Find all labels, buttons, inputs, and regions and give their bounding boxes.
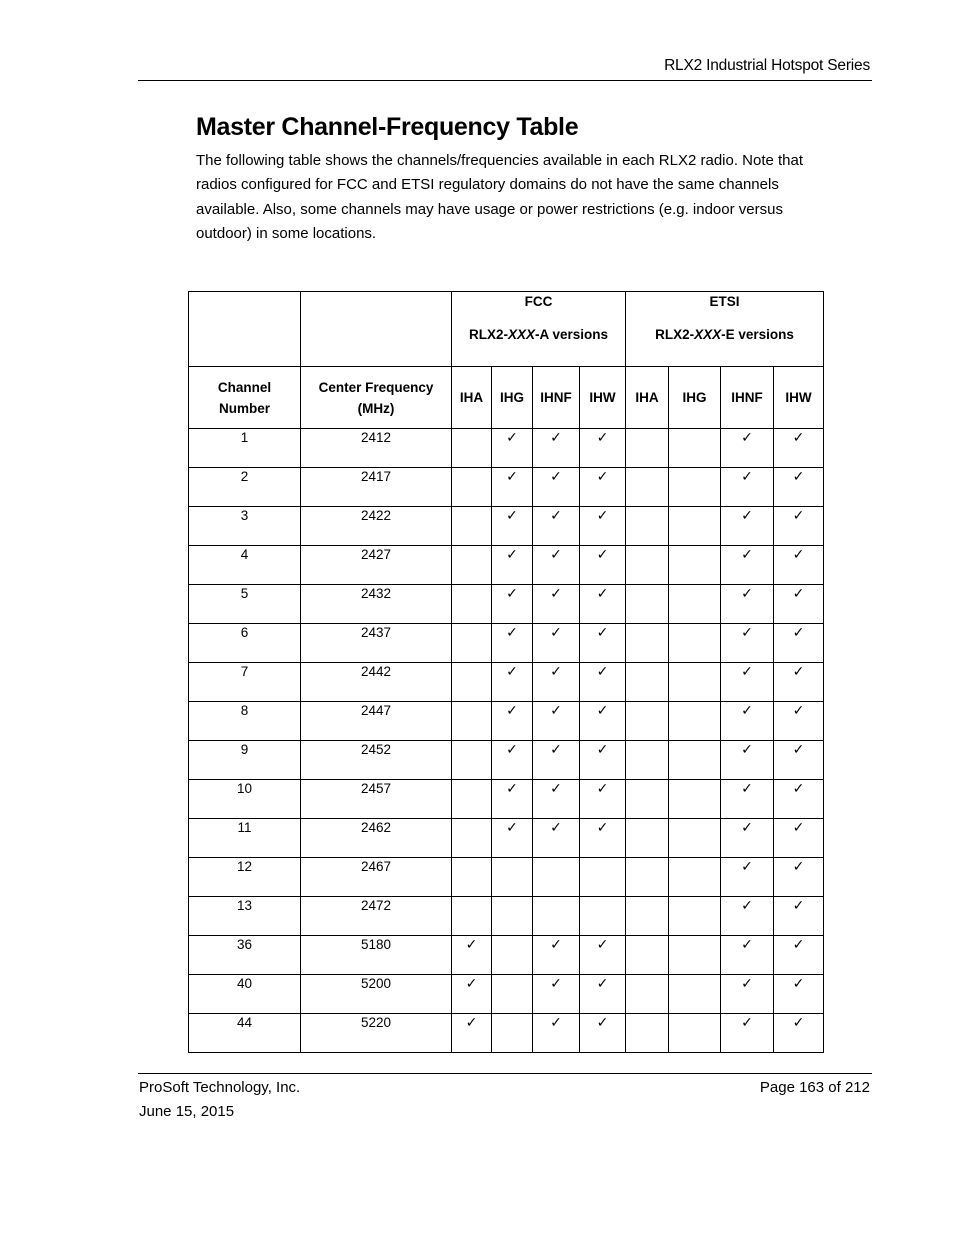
channel-number-cell: 1 bbox=[189, 429, 301, 468]
table-row bbox=[189, 507, 824, 546]
availability-cell bbox=[533, 468, 580, 507]
checkmark-icon: ✓ bbox=[792, 1015, 805, 1031]
fcc-group-header bbox=[452, 292, 626, 367]
availability-cell bbox=[492, 741, 533, 780]
center-frequency-cell: 2417 bbox=[301, 468, 452, 507]
availability-cell bbox=[626, 507, 669, 546]
checkmark-icon: ✓ bbox=[741, 976, 753, 992]
availability-cell bbox=[669, 936, 721, 975]
radio-column-header: IHA bbox=[452, 367, 492, 429]
channel-number-cell: 40 bbox=[189, 975, 301, 1014]
availability-cell bbox=[721, 429, 774, 468]
radio-column-header: IHG bbox=[669, 367, 721, 429]
availability-cell bbox=[533, 975, 580, 1014]
etsi-group-header bbox=[626, 292, 824, 367]
checkmark-icon: ✓ bbox=[792, 664, 805, 680]
channel-number-cell: 36 bbox=[189, 936, 301, 975]
availability-cell bbox=[492, 429, 533, 468]
checkmark-icon: ✓ bbox=[741, 820, 753, 836]
center-frequency-cell: 2437 bbox=[301, 624, 452, 663]
header-rule bbox=[138, 80, 872, 81]
availability-cell bbox=[580, 819, 626, 858]
availability-cell bbox=[626, 780, 669, 819]
availability-cell bbox=[669, 975, 721, 1014]
center-frequency-cell: 2447 bbox=[301, 702, 452, 741]
availability-cell bbox=[580, 936, 626, 975]
availability-cell bbox=[774, 780, 824, 819]
availability-cell bbox=[452, 1014, 492, 1053]
channel-number-cell: 9 bbox=[189, 741, 301, 780]
radio-column-header: IHW bbox=[774, 367, 824, 429]
page-title: Master Channel-Frequency Table bbox=[196, 113, 579, 141]
availability-cell bbox=[533, 429, 580, 468]
checkmark-icon: ✓ bbox=[550, 742, 562, 758]
availability-cell bbox=[492, 780, 533, 819]
availability-cell bbox=[580, 975, 626, 1014]
availability-cell bbox=[774, 819, 824, 858]
availability-cell bbox=[492, 585, 533, 624]
footer-rule bbox=[138, 1073, 872, 1074]
checkmark-icon: ✓ bbox=[550, 703, 562, 719]
channel-number-cell: 44 bbox=[189, 1014, 301, 1053]
availability-cell bbox=[774, 702, 824, 741]
availability-cell bbox=[492, 897, 533, 936]
table-row bbox=[189, 429, 824, 468]
center-frequency-cell: 5180 bbox=[301, 936, 452, 975]
availability-cell bbox=[452, 507, 492, 546]
channel-number-cell: 12 bbox=[189, 858, 301, 897]
checkmark-icon: ✓ bbox=[550, 781, 562, 797]
availability-cell bbox=[774, 546, 824, 585]
checkmark-icon: ✓ bbox=[596, 430, 609, 446]
availability-cell bbox=[580, 585, 626, 624]
availability-cell bbox=[721, 585, 774, 624]
availability-cell bbox=[533, 702, 580, 741]
availability-cell bbox=[669, 624, 721, 663]
table-row bbox=[189, 897, 824, 936]
availability-cell bbox=[492, 507, 533, 546]
checkmark-icon: ✓ bbox=[550, 547, 562, 563]
checkmark-icon: ✓ bbox=[741, 859, 753, 875]
availability-cell bbox=[492, 702, 533, 741]
availability-cell bbox=[669, 1014, 721, 1053]
checkmark-icon: ✓ bbox=[506, 742, 518, 758]
availability-cell bbox=[626, 663, 669, 702]
availability-cell bbox=[533, 780, 580, 819]
checkmark-icon: ✓ bbox=[741, 664, 753, 680]
checkmark-icon: ✓ bbox=[550, 469, 562, 485]
checkmark-icon: ✓ bbox=[741, 586, 753, 602]
table-row bbox=[189, 663, 824, 702]
availability-cell bbox=[721, 741, 774, 780]
checkmark-icon: ✓ bbox=[550, 1015, 562, 1031]
running-header-title: RLX2 Industrial Hotspot Series bbox=[664, 57, 870, 74]
checkmark-icon: ✓ bbox=[741, 937, 753, 953]
checkmark-icon: ✓ bbox=[465, 937, 478, 953]
availability-cell bbox=[774, 624, 824, 663]
checkmark-icon: ✓ bbox=[596, 820, 609, 836]
radio-column-header: IHG bbox=[492, 367, 533, 429]
channel-number-cell: 3 bbox=[189, 507, 301, 546]
availability-cell bbox=[580, 780, 626, 819]
availability-cell bbox=[452, 546, 492, 585]
checkmark-icon: ✓ bbox=[596, 508, 609, 524]
group-version: RLX2-XXX-A versions bbox=[468, 327, 609, 342]
availability-cell bbox=[721, 663, 774, 702]
table-row bbox=[189, 819, 824, 858]
availability-cell bbox=[533, 1014, 580, 1053]
availability-cell bbox=[492, 975, 533, 1014]
center-frequency-cell: 5220 bbox=[301, 1014, 452, 1053]
radio-column-header: IHW bbox=[580, 367, 626, 429]
checkmark-icon: ✓ bbox=[596, 586, 609, 602]
table-row bbox=[189, 780, 824, 819]
availability-cell bbox=[452, 468, 492, 507]
availability-cell bbox=[580, 741, 626, 780]
availability-cell bbox=[492, 819, 533, 858]
group-name: FCC bbox=[524, 294, 553, 309]
channel-number-cell: 5 bbox=[189, 585, 301, 624]
radio-column-header: IHNF bbox=[721, 367, 774, 429]
availability-cell bbox=[580, 897, 626, 936]
availability-cell bbox=[721, 624, 774, 663]
availability-cell bbox=[533, 819, 580, 858]
checkmark-icon: ✓ bbox=[741, 625, 753, 641]
checkmark-icon: ✓ bbox=[792, 508, 805, 524]
checkmark-icon: ✓ bbox=[506, 430, 518, 446]
checkmark-icon: ✓ bbox=[792, 586, 805, 602]
availability-cell bbox=[452, 663, 492, 702]
blank-header-cell bbox=[301, 292, 452, 367]
checkmark-icon: ✓ bbox=[741, 430, 753, 446]
checkmark-icon: ✓ bbox=[506, 469, 518, 485]
availability-cell bbox=[626, 858, 669, 897]
availability-cell bbox=[533, 507, 580, 546]
table-row bbox=[189, 858, 824, 897]
availability-cell bbox=[626, 819, 669, 858]
checkmark-icon: ✓ bbox=[506, 547, 518, 563]
availability-cell bbox=[721, 546, 774, 585]
availability-cell bbox=[452, 741, 492, 780]
channel-number-cell: 10 bbox=[189, 780, 301, 819]
checkmark-icon: ✓ bbox=[596, 469, 609, 485]
availability-cell bbox=[452, 702, 492, 741]
availability-cell bbox=[721, 897, 774, 936]
center-frequency-cell: 5200 bbox=[301, 975, 452, 1014]
availability-cell bbox=[492, 468, 533, 507]
availability-cell bbox=[626, 429, 669, 468]
checkmark-icon: ✓ bbox=[792, 976, 805, 992]
checkmark-icon: ✓ bbox=[596, 664, 609, 680]
center-frequency-header: Center Frequency (MHz) bbox=[301, 367, 452, 429]
checkmark-icon: ✓ bbox=[792, 820, 805, 836]
checkmark-icon: ✓ bbox=[596, 703, 609, 719]
availability-cell bbox=[533, 741, 580, 780]
group-name: ETSI bbox=[709, 294, 740, 309]
availability-cell bbox=[669, 858, 721, 897]
checkmark-icon: ✓ bbox=[506, 586, 518, 602]
radio-column-header: IHNF bbox=[533, 367, 580, 429]
availability-cell bbox=[774, 858, 824, 897]
availability-cell bbox=[669, 741, 721, 780]
checkmark-icon: ✓ bbox=[792, 742, 805, 758]
checkmark-icon: ✓ bbox=[741, 508, 753, 524]
availability-cell bbox=[669, 429, 721, 468]
availability-cell bbox=[721, 1014, 774, 1053]
availability-cell bbox=[669, 897, 721, 936]
availability-cell bbox=[669, 663, 721, 702]
checkmark-icon: ✓ bbox=[792, 898, 805, 914]
center-frequency-cell: 2467 bbox=[301, 858, 452, 897]
checkmark-icon: ✓ bbox=[506, 508, 518, 524]
availability-cell bbox=[669, 585, 721, 624]
availability-cell bbox=[492, 858, 533, 897]
availability-cell bbox=[774, 1014, 824, 1053]
availability-cell bbox=[721, 468, 774, 507]
availability-cell bbox=[774, 741, 824, 780]
availability-cell bbox=[721, 507, 774, 546]
availability-cell bbox=[669, 468, 721, 507]
checkmark-icon: ✓ bbox=[741, 1015, 753, 1031]
availability-cell bbox=[774, 936, 824, 975]
availability-cell bbox=[452, 897, 492, 936]
checkmark-icon: ✓ bbox=[506, 625, 518, 641]
center-frequency-cell: 2432 bbox=[301, 585, 452, 624]
availability-cell bbox=[669, 507, 721, 546]
center-frequency-cell: 2462 bbox=[301, 819, 452, 858]
center-frequency-cell: 2457 bbox=[301, 780, 452, 819]
availability-cell bbox=[492, 1014, 533, 1053]
availability-cell bbox=[669, 780, 721, 819]
checkmark-icon: ✓ bbox=[741, 742, 753, 758]
table-row bbox=[189, 702, 824, 741]
center-frequency-cell: 2422 bbox=[301, 507, 452, 546]
checkmark-icon: ✓ bbox=[792, 430, 805, 446]
checkmark-icon: ✓ bbox=[550, 664, 562, 680]
center-frequency-cell: 2412 bbox=[301, 429, 452, 468]
availability-cell bbox=[774, 897, 824, 936]
channel-number-header: Channel Number bbox=[189, 367, 301, 429]
checkmark-icon: ✓ bbox=[596, 781, 609, 797]
availability-cell bbox=[626, 975, 669, 1014]
availability-cell bbox=[626, 1014, 669, 1053]
channel-number-cell: 7 bbox=[189, 663, 301, 702]
availability-cell bbox=[774, 429, 824, 468]
channel-number-cell: 11 bbox=[189, 819, 301, 858]
availability-cell bbox=[721, 936, 774, 975]
checkmark-icon: ✓ bbox=[741, 703, 753, 719]
availability-cell bbox=[721, 858, 774, 897]
checkmark-icon: ✓ bbox=[596, 976, 609, 992]
availability-cell bbox=[452, 780, 492, 819]
availability-cell bbox=[774, 663, 824, 702]
availability-cell bbox=[452, 429, 492, 468]
availability-cell bbox=[533, 546, 580, 585]
table-row bbox=[189, 546, 824, 585]
availability-cell bbox=[492, 663, 533, 702]
availability-cell bbox=[721, 780, 774, 819]
checkmark-icon: ✓ bbox=[596, 625, 609, 641]
checkmark-icon: ✓ bbox=[550, 937, 562, 953]
checkmark-icon: ✓ bbox=[792, 469, 805, 485]
footer-company: ProSoft Technology, Inc. bbox=[139, 1079, 301, 1096]
checkmark-icon: ✓ bbox=[465, 976, 478, 992]
availability-cell bbox=[533, 663, 580, 702]
checkmark-icon: ✓ bbox=[741, 547, 753, 563]
table-row bbox=[189, 975, 824, 1014]
availability-cell bbox=[774, 507, 824, 546]
availability-cell bbox=[533, 585, 580, 624]
availability-cell bbox=[669, 546, 721, 585]
checkmark-icon: ✓ bbox=[506, 820, 518, 836]
availability-cell bbox=[580, 1014, 626, 1053]
availability-cell bbox=[452, 585, 492, 624]
channel-number-cell: 2 bbox=[189, 468, 301, 507]
checkmark-icon: ✓ bbox=[465, 1015, 478, 1031]
checkmark-icon: ✓ bbox=[550, 508, 562, 524]
checkmark-icon: ✓ bbox=[550, 586, 562, 602]
availability-cell bbox=[533, 858, 580, 897]
checkmark-icon: ✓ bbox=[792, 781, 805, 797]
availability-cell bbox=[533, 624, 580, 663]
availability-cell bbox=[626, 546, 669, 585]
availability-cell bbox=[452, 975, 492, 1014]
checkmark-icon: ✓ bbox=[596, 937, 609, 953]
checkmark-icon: ✓ bbox=[550, 430, 562, 446]
footer-left bbox=[139, 1076, 300, 1124]
checkmark-icon: ✓ bbox=[792, 937, 805, 953]
center-frequency-cell: 2452 bbox=[301, 741, 452, 780]
availability-cell bbox=[626, 897, 669, 936]
checkmark-icon: ✓ bbox=[550, 820, 562, 836]
checkmark-icon: ✓ bbox=[741, 898, 753, 914]
table-row bbox=[189, 585, 824, 624]
center-frequency-cell: 2442 bbox=[301, 663, 452, 702]
availability-cell bbox=[580, 624, 626, 663]
availability-cell bbox=[626, 585, 669, 624]
availability-cell bbox=[721, 702, 774, 741]
availability-cell bbox=[492, 624, 533, 663]
checkmark-icon: ✓ bbox=[596, 742, 609, 758]
checkmark-icon: ✓ bbox=[550, 976, 562, 992]
group-version: RLX2-XXX-E versions bbox=[655, 327, 794, 342]
availability-cell bbox=[580, 507, 626, 546]
availability-cell bbox=[580, 858, 626, 897]
availability-cell bbox=[452, 624, 492, 663]
availability-cell bbox=[774, 585, 824, 624]
checkmark-icon: ✓ bbox=[792, 547, 805, 563]
availability-cell bbox=[580, 546, 626, 585]
checkmark-icon: ✓ bbox=[741, 469, 753, 485]
availability-cell bbox=[626, 468, 669, 507]
availability-cell bbox=[533, 936, 580, 975]
availability-cell bbox=[533, 897, 580, 936]
table-row bbox=[189, 1014, 824, 1053]
table-row bbox=[189, 936, 824, 975]
checkmark-icon: ✓ bbox=[792, 703, 805, 719]
channel-number-cell: 6 bbox=[189, 624, 301, 663]
availability-cell bbox=[669, 819, 721, 858]
checkmark-icon: ✓ bbox=[506, 703, 518, 719]
availability-cell bbox=[492, 936, 533, 975]
availability-cell bbox=[580, 468, 626, 507]
table-row bbox=[189, 624, 824, 663]
center-frequency-cell: 2472 bbox=[301, 897, 452, 936]
table-row bbox=[189, 741, 824, 780]
availability-cell bbox=[492, 546, 533, 585]
availability-cell bbox=[626, 624, 669, 663]
channel-number-cell: 13 bbox=[189, 897, 301, 936]
availability-cell bbox=[721, 819, 774, 858]
availability-cell bbox=[580, 702, 626, 741]
channel-number-cell: 4 bbox=[189, 546, 301, 585]
availability-cell bbox=[626, 741, 669, 780]
blank-header-cell bbox=[189, 292, 301, 367]
channel-number-cell: 8 bbox=[189, 702, 301, 741]
availability-cell bbox=[452, 819, 492, 858]
intro-paragraph: The following table shows the channels/frequencies available in each RLX2 radio. Note that radios configured for FCC and ETSI regulatory domains do not have the same channels available. Also, some channels may have usage or power restrictions (e.g. indoor versus outdoor) in some locations. bbox=[196, 152, 804, 243]
checkmark-icon: ✓ bbox=[506, 781, 518, 797]
availability-cell bbox=[774, 975, 824, 1014]
availability-cell bbox=[721, 975, 774, 1014]
footer-date: June 15, 2015 bbox=[139, 1103, 235, 1120]
availability-cell bbox=[580, 429, 626, 468]
checkmark-icon: ✓ bbox=[792, 625, 805, 641]
availability-cell bbox=[669, 702, 721, 741]
checkmark-icon: ✓ bbox=[792, 859, 805, 875]
table-row bbox=[189, 468, 824, 507]
checkmark-icon: ✓ bbox=[550, 625, 562, 641]
availability-cell bbox=[452, 936, 492, 975]
table-body bbox=[189, 429, 824, 1053]
checkmark-icon: ✓ bbox=[741, 781, 753, 797]
center-frequency-cell: 2427 bbox=[301, 546, 452, 585]
checkmark-icon: ✓ bbox=[596, 547, 609, 563]
radio-column-header: IHA bbox=[626, 367, 669, 429]
availability-cell bbox=[626, 936, 669, 975]
availability-cell bbox=[580, 663, 626, 702]
checkmark-icon: ✓ bbox=[596, 1015, 609, 1031]
channel-frequency-table bbox=[188, 291, 824, 1053]
availability-cell bbox=[626, 702, 669, 741]
availability-cell bbox=[452, 858, 492, 897]
footer-page-number: Page 163 of 212 bbox=[759, 1079, 870, 1096]
availability-cell bbox=[774, 468, 824, 507]
checkmark-icon: ✓ bbox=[506, 664, 518, 680]
